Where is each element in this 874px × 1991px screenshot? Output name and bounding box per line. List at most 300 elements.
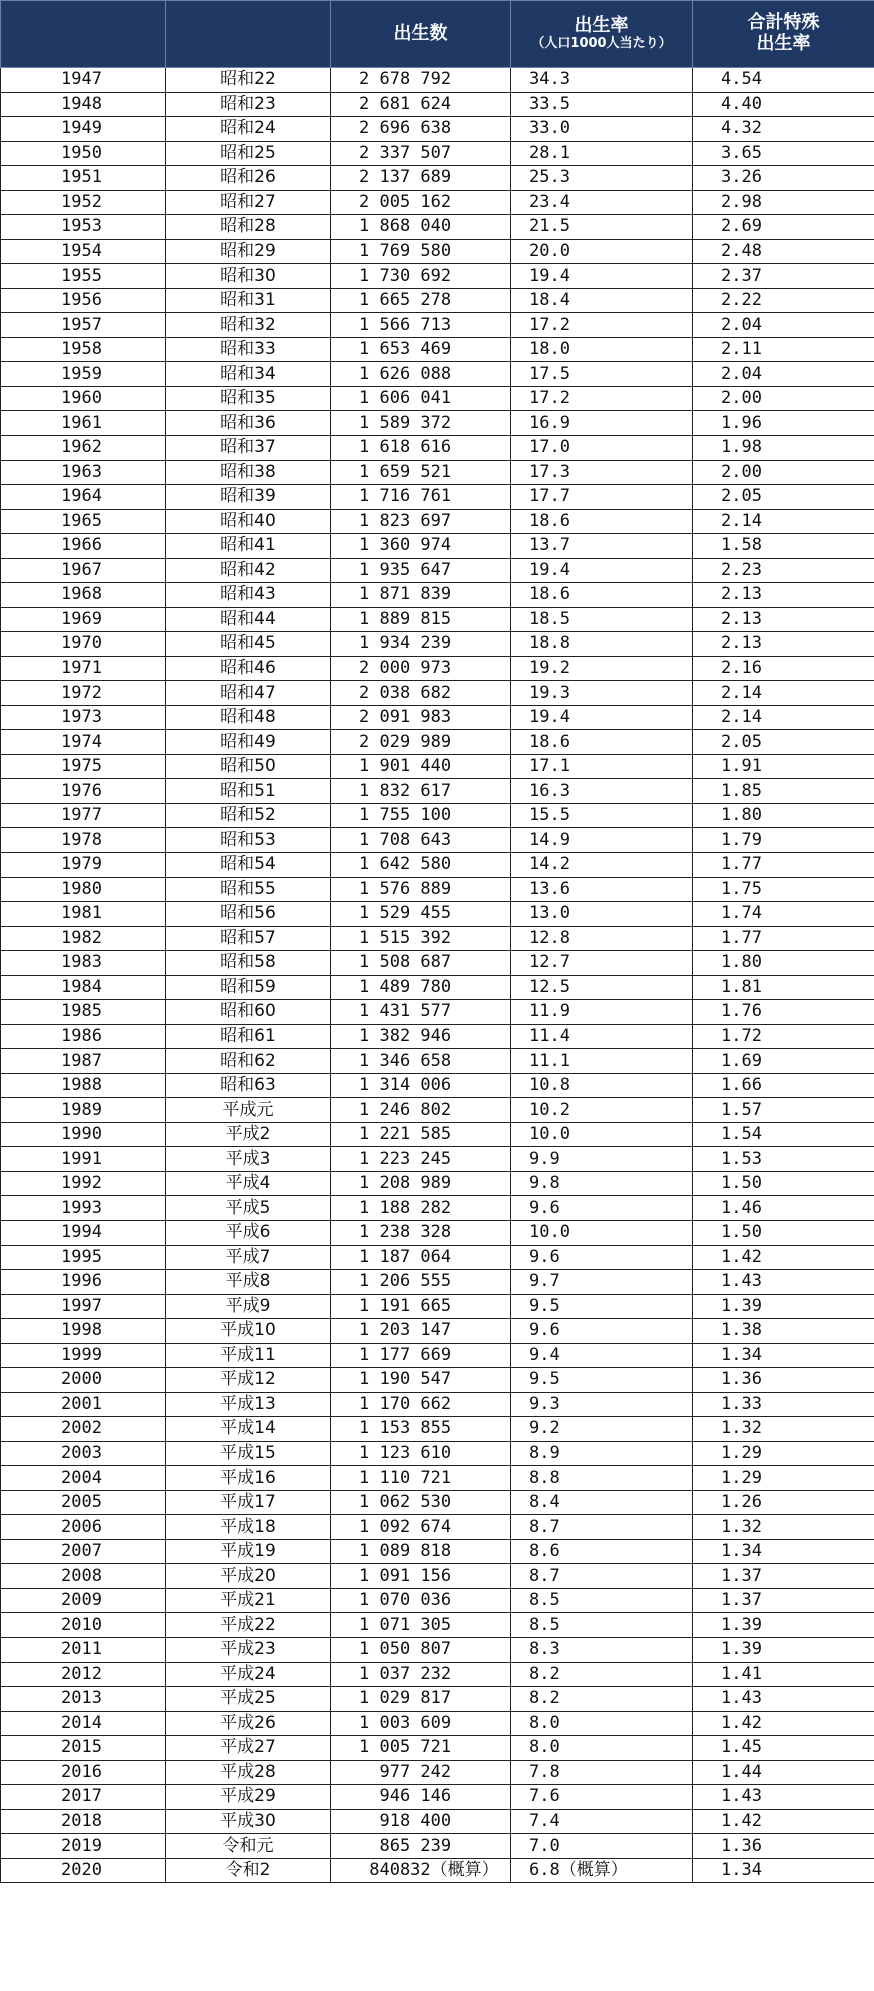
cell-year: 2005 bbox=[1, 1490, 166, 1515]
cell-births: 1 489 780 bbox=[331, 975, 511, 1000]
cell-total-fertility-rate: 1.34 bbox=[693, 1539, 874, 1564]
cell-total-fertility-rate: 1.74 bbox=[693, 902, 874, 927]
cell-year: 1966 bbox=[1, 534, 166, 559]
cell-era: 昭和40 bbox=[166, 509, 331, 534]
cell-total-fertility-rate: 2.14 bbox=[693, 509, 874, 534]
cell-era: 昭和54 bbox=[166, 853, 331, 878]
cell-year: 1989 bbox=[1, 1098, 166, 1123]
cell-total-fertility-rate: 3.65 bbox=[693, 141, 874, 166]
table-row bbox=[1, 779, 874, 804]
cell-births: 1 360 974 bbox=[331, 534, 511, 559]
cell-year: 1970 bbox=[1, 632, 166, 657]
cell-births: 1 346 658 bbox=[331, 1049, 511, 1074]
cell-year: 1977 bbox=[1, 803, 166, 828]
table-row bbox=[1, 1736, 874, 1761]
cell-total-fertility-rate: 2.14 bbox=[693, 705, 874, 730]
cell-year: 1998 bbox=[1, 1319, 166, 1344]
cell-total-fertility-rate: 2.13 bbox=[693, 632, 874, 657]
cell-year: 1999 bbox=[1, 1343, 166, 1368]
cell-birth-rate: 9.3 bbox=[511, 1392, 693, 1417]
cell-year: 1983 bbox=[1, 951, 166, 976]
cell-birth-rate: 34.3 bbox=[511, 68, 693, 93]
table-row bbox=[1, 1638, 874, 1663]
cell-births: 1 589 372 bbox=[331, 411, 511, 436]
cell-total-fertility-rate: 2.13 bbox=[693, 583, 874, 608]
table-row bbox=[1, 1000, 874, 1025]
header-row bbox=[1, 1, 874, 68]
cell-birth-rate: 19.4 bbox=[511, 264, 693, 289]
cell-era: 昭和29 bbox=[166, 239, 331, 264]
cell-birth-rate: 17.1 bbox=[511, 754, 693, 779]
table-row bbox=[1, 1441, 874, 1466]
cell-era: 昭和55 bbox=[166, 877, 331, 902]
cell-era: 平成27 bbox=[166, 1736, 331, 1761]
cell-era: 平成18 bbox=[166, 1515, 331, 1540]
cell-births: 2 005 162 bbox=[331, 190, 511, 215]
cell-total-fertility-rate: 1.75 bbox=[693, 877, 874, 902]
cell-total-fertility-rate: 1.44 bbox=[693, 1760, 874, 1785]
cell-year: 1992 bbox=[1, 1171, 166, 1196]
cell-total-fertility-rate: 1.53 bbox=[693, 1147, 874, 1172]
cell-year: 1961 bbox=[1, 411, 166, 436]
cell-era: 昭和38 bbox=[166, 460, 331, 485]
cell-births: 1 223 245 bbox=[331, 1147, 511, 1172]
cell-year: 1973 bbox=[1, 705, 166, 730]
cell-total-fertility-rate: 2.05 bbox=[693, 730, 874, 755]
cell-birth-rate: 25.3 bbox=[511, 166, 693, 191]
cell-era: 平成22 bbox=[166, 1613, 331, 1638]
cell-birth-rate: 8.7 bbox=[511, 1515, 693, 1540]
cell-total-fertility-rate: 2.48 bbox=[693, 239, 874, 264]
table-row bbox=[1, 951, 874, 976]
cell-births: 1 153 855 bbox=[331, 1417, 511, 1442]
cell-total-fertility-rate: 1.34 bbox=[693, 1858, 874, 1883]
cell-total-fertility-rate: 1.80 bbox=[693, 951, 874, 976]
cell-year: 1990 bbox=[1, 1122, 166, 1147]
table-row bbox=[1, 1539, 874, 1564]
cell-year: 1986 bbox=[1, 1024, 166, 1049]
table-row bbox=[1, 803, 874, 828]
cell-year: 2001 bbox=[1, 1392, 166, 1417]
cell-year: 1978 bbox=[1, 828, 166, 853]
cell-births: 1 029 817 bbox=[331, 1687, 511, 1712]
table-row bbox=[1, 1368, 874, 1393]
table-row bbox=[1, 411, 874, 436]
cell-era: 平成25 bbox=[166, 1687, 331, 1712]
cell-era: 昭和51 bbox=[166, 779, 331, 804]
table-row bbox=[1, 877, 874, 902]
cell-era: 平成2 bbox=[166, 1122, 331, 1147]
cell-births: 865 239 bbox=[331, 1834, 511, 1859]
cell-births: 1 062 530 bbox=[331, 1490, 511, 1515]
table-row bbox=[1, 1760, 874, 1785]
cell-year: 1951 bbox=[1, 166, 166, 191]
cell-births: 1 177 669 bbox=[331, 1343, 511, 1368]
cell-year: 1984 bbox=[1, 975, 166, 1000]
table-row bbox=[1, 1098, 874, 1123]
cell-total-fertility-rate: 2.22 bbox=[693, 288, 874, 313]
cell-era: 昭和57 bbox=[166, 926, 331, 951]
table-row bbox=[1, 362, 874, 387]
cell-year: 1971 bbox=[1, 656, 166, 681]
cell-birth-rate: 7.6 bbox=[511, 1785, 693, 1810]
cell-total-fertility-rate: 2.00 bbox=[693, 460, 874, 485]
cell-birth-rate: 11.9 bbox=[511, 1000, 693, 1025]
cell-births: 1 755 100 bbox=[331, 803, 511, 828]
cell-births: 1 070 036 bbox=[331, 1588, 511, 1613]
cell-births: 1 050 807 bbox=[331, 1638, 511, 1663]
cell-birth-rate: 13.7 bbox=[511, 534, 693, 559]
table-row bbox=[1, 534, 874, 559]
table-row bbox=[1, 1147, 874, 1172]
cell-total-fertility-rate: 1.26 bbox=[693, 1490, 874, 1515]
cell-era: 昭和22 bbox=[166, 68, 331, 93]
cell-total-fertility-rate: 1.43 bbox=[693, 1270, 874, 1295]
cell-total-fertility-rate: 2.69 bbox=[693, 215, 874, 240]
cell-era: 昭和52 bbox=[166, 803, 331, 828]
cell-birth-rate: 8.0 bbox=[511, 1711, 693, 1736]
cell-total-fertility-rate: 2.05 bbox=[693, 485, 874, 510]
cell-era: 平成26 bbox=[166, 1711, 331, 1736]
cell-era: 平成12 bbox=[166, 1368, 331, 1393]
cell-birth-rate: 9.6 bbox=[511, 1196, 693, 1221]
cell-year: 2013 bbox=[1, 1687, 166, 1712]
cell-total-fertility-rate: 1.54 bbox=[693, 1122, 874, 1147]
cell-era: 昭和23 bbox=[166, 92, 331, 117]
cell-birth-rate: 12.8 bbox=[511, 926, 693, 951]
table-row bbox=[1, 92, 874, 117]
cell-birth-rate: 9.2 bbox=[511, 1417, 693, 1442]
cell-total-fertility-rate: 1.79 bbox=[693, 828, 874, 853]
table-row bbox=[1, 1049, 874, 1074]
cell-births: 2 091 983 bbox=[331, 705, 511, 730]
cell-year: 2016 bbox=[1, 1760, 166, 1785]
table-row bbox=[1, 1220, 874, 1245]
cell-year: 2007 bbox=[1, 1539, 166, 1564]
cell-total-fertility-rate: 2.37 bbox=[693, 264, 874, 289]
cell-year: 2018 bbox=[1, 1809, 166, 1834]
cell-era: 昭和44 bbox=[166, 607, 331, 632]
cell-year: 1953 bbox=[1, 215, 166, 240]
cell-births: 1 832 617 bbox=[331, 779, 511, 804]
cell-year: 1976 bbox=[1, 779, 166, 804]
cell-year: 1958 bbox=[1, 337, 166, 362]
table-row bbox=[1, 1024, 874, 1049]
cell-era: 平成10 bbox=[166, 1319, 331, 1344]
cell-birth-rate: 18.6 bbox=[511, 583, 693, 608]
cell-year: 1995 bbox=[1, 1245, 166, 1270]
cell-era: 昭和34 bbox=[166, 362, 331, 387]
cell-birth-rate: 8.5 bbox=[511, 1613, 693, 1638]
cell-era: 昭和35 bbox=[166, 386, 331, 411]
cell-year: 2020 bbox=[1, 1858, 166, 1883]
cell-era: 平成30 bbox=[166, 1809, 331, 1834]
table-row bbox=[1, 435, 874, 460]
table-row bbox=[1, 730, 874, 755]
cell-births: 1 626 088 bbox=[331, 362, 511, 387]
cell-total-fertility-rate: 2.11 bbox=[693, 337, 874, 362]
table-row bbox=[1, 1466, 874, 1491]
cell-era: 平成15 bbox=[166, 1441, 331, 1466]
table-row bbox=[1, 558, 874, 583]
table-row bbox=[1, 1490, 874, 1515]
cell-total-fertility-rate: 1.33 bbox=[693, 1392, 874, 1417]
cell-era: 昭和27 bbox=[166, 190, 331, 215]
cell-birth-rate: 9.6 bbox=[511, 1319, 693, 1344]
table-row bbox=[1, 632, 874, 657]
cell-total-fertility-rate: 3.26 bbox=[693, 166, 874, 191]
cell-year: 1987 bbox=[1, 1049, 166, 1074]
table-row bbox=[1, 1122, 874, 1147]
table-row bbox=[1, 705, 874, 730]
cell-total-fertility-rate: 1.81 bbox=[693, 975, 874, 1000]
cell-total-fertility-rate: 1.32 bbox=[693, 1515, 874, 1540]
cell-birth-rate: 18.0 bbox=[511, 337, 693, 362]
cell-year: 2000 bbox=[1, 1368, 166, 1393]
cell-era: 昭和42 bbox=[166, 558, 331, 583]
cell-year: 1974 bbox=[1, 730, 166, 755]
cell-year: 1997 bbox=[1, 1294, 166, 1319]
table-row bbox=[1, 583, 874, 608]
cell-birth-rate: 17.5 bbox=[511, 362, 693, 387]
cell-births: 2 681 624 bbox=[331, 92, 511, 117]
cell-total-fertility-rate: 1.41 bbox=[693, 1662, 874, 1687]
cell-births: 1 566 713 bbox=[331, 313, 511, 338]
cell-era: 平成3 bbox=[166, 1147, 331, 1172]
cell-year: 1981 bbox=[1, 902, 166, 927]
cell-births: 1 716 761 bbox=[331, 485, 511, 510]
cell-birth-rate: 10.2 bbox=[511, 1098, 693, 1123]
cell-era: 昭和60 bbox=[166, 1000, 331, 1025]
cell-births: 1 868 040 bbox=[331, 215, 511, 240]
cell-total-fertility-rate: 1.42 bbox=[693, 1711, 874, 1736]
cell-births: 1 221 585 bbox=[331, 1122, 511, 1147]
header-tfr-line2: 出生率 bbox=[756, 33, 811, 54]
cell-total-fertility-rate: 2.16 bbox=[693, 656, 874, 681]
cell-total-fertility-rate: 1.77 bbox=[693, 926, 874, 951]
cell-era: 昭和30 bbox=[166, 264, 331, 289]
cell-birth-rate: 8.6 bbox=[511, 1539, 693, 1564]
cell-births: 1 659 521 bbox=[331, 460, 511, 485]
header-tfr-line1: 合計特殊 bbox=[747, 12, 820, 34]
cell-year: 1947 bbox=[1, 68, 166, 93]
table-row bbox=[1, 828, 874, 853]
header-era bbox=[166, 1, 331, 68]
cell-era: 昭和53 bbox=[166, 828, 331, 853]
table-row bbox=[1, 1073, 874, 1098]
cell-total-fertility-rate: 1.36 bbox=[693, 1834, 874, 1859]
cell-total-fertility-rate: 4.40 bbox=[693, 92, 874, 117]
cell-year: 1962 bbox=[1, 435, 166, 460]
cell-year: 1979 bbox=[1, 853, 166, 878]
cell-era: 昭和59 bbox=[166, 975, 331, 1000]
cell-total-fertility-rate: 2.04 bbox=[693, 362, 874, 387]
cell-year: 1959 bbox=[1, 362, 166, 387]
cell-era: 昭和48 bbox=[166, 705, 331, 730]
cell-year: 1972 bbox=[1, 681, 166, 706]
table-row bbox=[1, 166, 874, 191]
cell-total-fertility-rate: 1.32 bbox=[693, 1417, 874, 1442]
cell-era: 昭和47 bbox=[166, 681, 331, 706]
table-row bbox=[1, 264, 874, 289]
cell-total-fertility-rate: 1.42 bbox=[693, 1245, 874, 1270]
cell-year: 2004 bbox=[1, 1466, 166, 1491]
cell-total-fertility-rate: 1.85 bbox=[693, 779, 874, 804]
table-row bbox=[1, 1687, 874, 1712]
cell-era: 昭和43 bbox=[166, 583, 331, 608]
cell-year: 1985 bbox=[1, 1000, 166, 1025]
cell-total-fertility-rate: 1.91 bbox=[693, 754, 874, 779]
cell-birth-rate: 19.4 bbox=[511, 558, 693, 583]
cell-birth-rate: 19.3 bbox=[511, 681, 693, 706]
cell-era: 昭和56 bbox=[166, 902, 331, 927]
cell-era: 平成29 bbox=[166, 1785, 331, 1810]
cell-era: 昭和39 bbox=[166, 485, 331, 510]
cell-era: 昭和50 bbox=[166, 754, 331, 779]
cell-year: 2011 bbox=[1, 1638, 166, 1663]
cell-births: 977 242 bbox=[331, 1760, 511, 1785]
table-row bbox=[1, 902, 874, 927]
cell-era: 昭和37 bbox=[166, 435, 331, 460]
cell-year: 1965 bbox=[1, 509, 166, 534]
cell-total-fertility-rate: 1.96 bbox=[693, 411, 874, 436]
cell-era: 平成23 bbox=[166, 1638, 331, 1663]
cell-era: 昭和36 bbox=[166, 411, 331, 436]
cell-births: 2 029 989 bbox=[331, 730, 511, 755]
cell-births: 1 191 665 bbox=[331, 1294, 511, 1319]
cell-year: 2015 bbox=[1, 1736, 166, 1761]
cell-births: 1 515 392 bbox=[331, 926, 511, 951]
cell-births: 2 000 973 bbox=[331, 656, 511, 681]
cell-total-fertility-rate: 1.36 bbox=[693, 1368, 874, 1393]
cell-year: 1957 bbox=[1, 313, 166, 338]
cell-year: 1993 bbox=[1, 1196, 166, 1221]
cell-era: 平成19 bbox=[166, 1539, 331, 1564]
cell-year: 1956 bbox=[1, 288, 166, 313]
cell-era: 平成28 bbox=[166, 1760, 331, 1785]
cell-era: 昭和58 bbox=[166, 951, 331, 976]
cell-birth-rate: 10.0 bbox=[511, 1122, 693, 1147]
cell-year: 2014 bbox=[1, 1711, 166, 1736]
cell-births: 1 091 156 bbox=[331, 1564, 511, 1589]
table-row bbox=[1, 975, 874, 1000]
cell-year: 1991 bbox=[1, 1147, 166, 1172]
cell-births: 1 935 647 bbox=[331, 558, 511, 583]
cell-era: 平成5 bbox=[166, 1196, 331, 1221]
cell-total-fertility-rate: 1.57 bbox=[693, 1098, 874, 1123]
cell-birth-rate: 11.4 bbox=[511, 1024, 693, 1049]
cell-era: 昭和32 bbox=[166, 313, 331, 338]
cell-births: 1 187 064 bbox=[331, 1245, 511, 1270]
cell-births: 1 576 889 bbox=[331, 877, 511, 902]
cell-birth-rate: 21.5 bbox=[511, 215, 693, 240]
cell-year: 2002 bbox=[1, 1417, 166, 1442]
cell-total-fertility-rate: 1.43 bbox=[693, 1785, 874, 1810]
cell-era: 平成20 bbox=[166, 1564, 331, 1589]
table-row bbox=[1, 1613, 874, 1638]
cell-total-fertility-rate: 1.39 bbox=[693, 1638, 874, 1663]
cell-birth-rate: 18.6 bbox=[511, 509, 693, 534]
cell-total-fertility-rate: 2.23 bbox=[693, 558, 874, 583]
cell-birth-rate: 14.2 bbox=[511, 853, 693, 878]
cell-total-fertility-rate: 1.76 bbox=[693, 1000, 874, 1025]
cell-births: 2 696 638 bbox=[331, 117, 511, 142]
cell-year: 2017 bbox=[1, 1785, 166, 1810]
cell-births: 2 137 689 bbox=[331, 166, 511, 191]
cell-birth-rate: 8.3 bbox=[511, 1638, 693, 1663]
cell-births: 1 314 006 bbox=[331, 1073, 511, 1098]
cell-births: 1 642 580 bbox=[331, 853, 511, 878]
table-row bbox=[1, 386, 874, 411]
cell-era: 昭和46 bbox=[166, 656, 331, 681]
cell-era: 平成7 bbox=[166, 1245, 331, 1270]
cell-total-fertility-rate: 2.13 bbox=[693, 607, 874, 632]
table-row bbox=[1, 509, 874, 534]
cell-era: 平成11 bbox=[166, 1343, 331, 1368]
cell-year: 1955 bbox=[1, 264, 166, 289]
cell-total-fertility-rate: 1.34 bbox=[693, 1343, 874, 1368]
cell-birth-rate: 8.5 bbox=[511, 1588, 693, 1613]
table-row bbox=[1, 288, 874, 313]
cell-birth-rate: 8.0 bbox=[511, 1736, 693, 1761]
cell-era: 昭和49 bbox=[166, 730, 331, 755]
cell-total-fertility-rate: 1.46 bbox=[693, 1196, 874, 1221]
cell-birth-rate: 8.2 bbox=[511, 1687, 693, 1712]
cell-total-fertility-rate: 1.39 bbox=[693, 1613, 874, 1638]
cell-birth-rate: 17.3 bbox=[511, 460, 693, 485]
cell-year: 1964 bbox=[1, 485, 166, 510]
cell-year: 1988 bbox=[1, 1073, 166, 1098]
table-row bbox=[1, 1270, 874, 1295]
table-row bbox=[1, 141, 874, 166]
cell-births: 1 170 662 bbox=[331, 1392, 511, 1417]
cell-birth-rate: 13.6 bbox=[511, 877, 693, 902]
cell-birth-rate: 10.8 bbox=[511, 1073, 693, 1098]
cell-era: 昭和63 bbox=[166, 1073, 331, 1098]
cell-births: 1 665 278 bbox=[331, 288, 511, 313]
cell-birth-rate: 11.1 bbox=[511, 1049, 693, 1074]
cell-year: 1980 bbox=[1, 877, 166, 902]
cell-birth-rate: 17.2 bbox=[511, 386, 693, 411]
cell-birth-rate: 9.8 bbox=[511, 1171, 693, 1196]
table-row bbox=[1, 1662, 874, 1687]
cell-births: 1 901 440 bbox=[331, 754, 511, 779]
cell-total-fertility-rate: 1.58 bbox=[693, 534, 874, 559]
cell-birth-rate: 23.4 bbox=[511, 190, 693, 215]
cell-birth-rate: 16.9 bbox=[511, 411, 693, 436]
cell-year: 2006 bbox=[1, 1515, 166, 1540]
cell-year: 1975 bbox=[1, 754, 166, 779]
cell-birth-rate: 13.0 bbox=[511, 902, 693, 927]
cell-year: 2019 bbox=[1, 1834, 166, 1859]
header-births: 出生数 bbox=[331, 1, 511, 68]
table-row bbox=[1, 1319, 874, 1344]
cell-births: 1 123 610 bbox=[331, 1441, 511, 1466]
table-row bbox=[1, 215, 874, 240]
cell-total-fertility-rate: 1.29 bbox=[693, 1441, 874, 1466]
cell-births: 1 529 455 bbox=[331, 902, 511, 927]
cell-births: 1 238 328 bbox=[331, 1220, 511, 1245]
cell-birth-rate: 20.0 bbox=[511, 239, 693, 264]
cell-birth-rate: 33.5 bbox=[511, 92, 693, 117]
cell-births: 1 246 802 bbox=[331, 1098, 511, 1123]
cell-births: 1 092 674 bbox=[331, 1515, 511, 1540]
cell-births: 1 708 643 bbox=[331, 828, 511, 853]
cell-era: 昭和24 bbox=[166, 117, 331, 142]
cell-births: 1 110 721 bbox=[331, 1466, 511, 1491]
cell-year: 1968 bbox=[1, 583, 166, 608]
cell-era: 昭和31 bbox=[166, 288, 331, 313]
